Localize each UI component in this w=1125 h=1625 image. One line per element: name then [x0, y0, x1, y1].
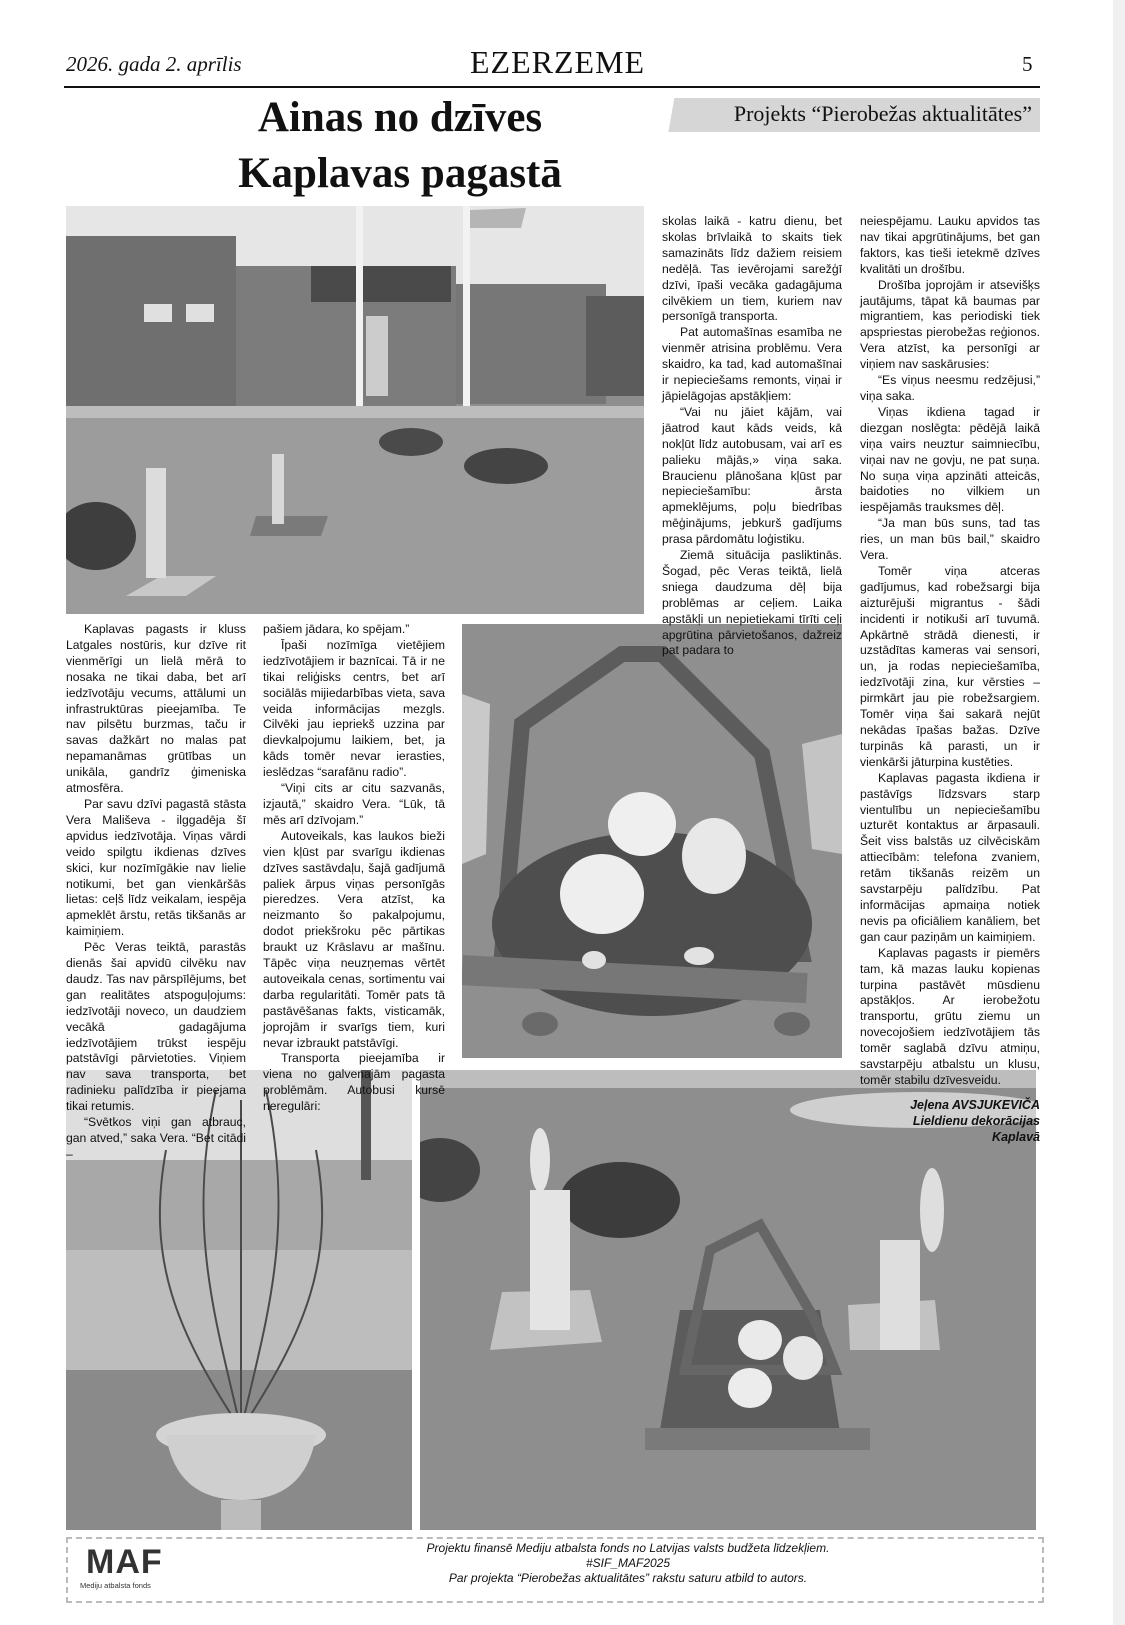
- article-column-4: [860, 214, 1040, 1145]
- maf-logo-subtitle: Mediju atbalsta fonds: [80, 1581, 151, 1590]
- masthead: EZERZEME: [470, 44, 646, 80]
- paragraph: Īpaši nozīmīga vietējiem iedzīvotājiem ir baznīcai. Tā ir ne tikai reliģisks centrs, bet arī sociālās mijiedarbības vieta, sava veida informācijas mezgls. Cilvēki jau iepriekš uzzina par dievkalpojumu laikiem, bet, ja kāds tomēr nevar ierasties, ieslēdzas “sarafānu radio”.: [263, 637, 445, 780]
- paragraph: Tomēr viņa atceras gadījumus, kad robežsargi bija aizturējuši migrantus - šādi incidenti ir notikuši arī tuvumā. Apkārtnē strādā dienesti, ir uzstādītas kameras vai sensori, un, ja rodas nepieciešamība, iedzīvotāji zina, kur vērsties – pirmkārt jau pie robežsargiem. Tomēr viņa šai sakarā nejūt nekādas īpašas bažas. Dzīve turpinās kā parasti, un ir vienkārši jāturpina kustēties.: [860, 563, 1040, 769]
- paragraph: “Viņi cits ar citu sazvanās, izjautā,” skaidro Vera. “Lūk, tā mēs arī dzīvojam.”: [263, 781, 445, 827]
- project-label: Projekts “Pierobežas aktualitātes”: [733, 101, 1032, 126]
- page-edge: [1113, 0, 1125, 1625]
- article-column-1: [66, 622, 246, 1163]
- paragraph: Pat automašīnas esamība ne vienmēr atrisina problēmu. Vera skaidro, ka tad, kad automašīnai ir nepieciešams remonts, viņai ir jāpielāgojas apstākļiem:: [662, 325, 842, 403]
- article-column-3: [662, 214, 842, 659]
- maf-logo: MAF: [86, 1543, 163, 1581]
- funding-line-2: #SIF_MAF2025: [585, 1556, 671, 1570]
- headline-line-1: Ainas no dzīves: [257, 94, 543, 141]
- photo-caption-place: Kaplavā: [992, 1129, 1040, 1144]
- paragraph: “Vai nu jāiet kājām, vai jāatrod kaut kāds veids, kā nokļūt līdz autobusam, vai arī es palieku mājās,» viņa saka. Braucienu plānošana kļūst par nepieciešamību: ārsta apmeklējums, poļu biedrības mēģinājums, jebkurš gadījums prasa pārdomātu loģistiku.: [662, 404, 842, 547]
- funding-line-3: Par projekta “Pierobežas aktualitātes” rakstu saturu atbild to autors.: [448, 1571, 808, 1585]
- paragraph: Pēc Veras teiktā, parastās dienās šai apvidū cilvēku nav daudz. Tas nav pārspīlējums, bet gan realitātes atspoguļojums: iedzīvotāji noveco, un daudziem vecākā gadagājuma iedzīvotājiem trūkst iespēju patstāvīgi pārvietoties. Viņiem nav sava transporta, bet radinieku palīdzība ir pieejama tikai retumis.: [66, 940, 246, 1114]
- paragraph: Viņas ikdiena tagad ir diezgan noslēgta: pēdējā laikā viņa vairs neuztur saimniecību, viņai nav ne govju, ne pat suņa. No suņa viņa apzināti atteicās, baidoties no vilkiem un iespējamās trauksmes dēļ.: [860, 404, 1040, 515]
- funding-line-1: Projektu finansē Mediju atbalsta fonds no Latvijas valsts budžeta līdzekļiem.: [426, 1541, 830, 1555]
- issue-date: 2026. gada 2. aprīlis: [66, 52, 242, 76]
- paragraph: Kaplavas pagasts ir kluss Latgales nostūris, kur dzīve rit vienmērīgi un lielā mērā to nosaka ne tikai daba, bet arī iedzīvotāju vecums, attālumi un infrastruktūras pieejamība. Te nav pilsētu burzmas, taču ir savas dažkārt no malas pat nepamanāmas grūtības un unikāla, gandrīz ģimeniska atmosfēra.: [66, 622, 246, 796]
- paragraph: Kaplavas pagasts ir piemērs tam, kā mazas lauku kopienas turpina pastāvēt mūsdienu apstākļos. Ar ierobežotu transportu, grūtu ziemu un novecojošiem iedzīvotājiem tās tomēr saglabā dzīvu atmiņu, savstarpēju atbalstu un klusu, tomēr stabilu dzīvesveidu.: [860, 945, 1040, 1087]
- paragraph: “Es viņus neesmu redzējusi,” viņa saka.: [860, 373, 1040, 403]
- paragraph: “Ja man būs suns, tad tas ries, un man būs bail,” skaidro Vera.: [860, 516, 1040, 563]
- headline-line-2: Kaplavas pagastā: [238, 150, 562, 197]
- project-banner: [650, 98, 1040, 132]
- funding-note: [268, 1541, 988, 1586]
- article-column-2: [263, 622, 445, 1115]
- paragraph: pašiem jādara, ko spējam.”: [263, 622, 410, 636]
- headline: [120, 90, 680, 202]
- paragraph: Kaplavas pagasta ikdiena ir pastāvīgs līdzsvars starp vientulību un nepieciešamību uzturēt kontaktus ar ārpasauli. Šeit viss balstās uz cilvēciskām attiecībām: telefona zvaniem, retām tikšanās reizēm un savstarpēju palīdzību. Pat informācijas apmaiņa notiek nevis pa oficiāliem kanāliem, bet gan caur paziņām un kaimiņiem.: [860, 770, 1040, 944]
- header-rule: [64, 86, 1040, 88]
- paragraph: Transporta pieejamība ir viena no galvenajām pagasta problēmām. Autobusi kursē neregulāri:: [263, 1051, 445, 1114]
- paragraph: Par savu dzīvi pagastā stāsta Vera Mališeva - ilggadēja šī apvidus iedzīvotāja. Viņas vārdi veido spilgtu ikdienas dzīves skici, kur nozīmīgākie nav lielie notikumi, bet gan vienkāršās lietas: ceļš līdz veikalam, iespēja apmeklēt ārstu, retās tikšanās ar kaimiņiem.: [66, 796, 246, 939]
- paragraph: neiespējamu. Lauku apvidos tas nav tikai apgrūtinājums, bet gan faktors, kas tieši ietekmē dzīves kvalitāti un drošību.: [860, 214, 1040, 276]
- author-name: Jeļena AVSJUKEVIČA: [910, 1097, 1040, 1112]
- paragraph: Autoveikals, kas laukos bieži vien kļūst par svarīgu ikdienas dzīves sastāvdaļu, šajā gadījumā paliek ārpus viņas personīgās pieredzes. Vera atzīst, ka neizmanto šo pakalpojumu, dodot priekšroku pēc pārtikas braukt uz Krāslavu ar mašīnu. Tāpēc viņa neuzņemas vērtēt autoveikala cenas, sortimentu vai darba regularitāti. Tomēr pats tā pastāvēšanas fakts, visticamāk, joprojām ir svarīgs tiem, kuri nevar izbraukt patstāvīgi.: [263, 828, 445, 1050]
- photo-caption: Lieldienu dekorācijas: [912, 1113, 1040, 1128]
- paragraph: Ziemā situācija pasliktinās. Šogad, pēc Veras teiktā, lielā sniega daudzuma dēļ bija problēmas ar ceļiem. Laika apstākļi un nepietiekami tīrīti ceļi apgrūtina pārvietošanos, dažreiz pat padara to: [662, 548, 842, 658]
- paragraph: Drošība joprojām ir atsevišķs jautājums, tāpat kā baumas par migrantiem, kas periodiski tiek apspriestas pierobežas reģionos. Vera atzīst, ka personīgi ar viņiem nav saskārusies:: [860, 277, 1040, 372]
- page-number: 5: [1022, 52, 1033, 76]
- photo-easter-basket: [462, 624, 842, 1058]
- photo-building: [66, 206, 644, 614]
- paragraph: skolas laikā - katru dienu, bet skolas brīvlaikā to skaits tiek samazināts līdz dažiem reisiem nedēļā. Tas ievērojami sarežģī dzīvi, īpaši vecāka gadagājuma cilvēkiem un tiem, kuriem nav personīgā transporta.: [662, 214, 842, 324]
- paragraph: “Svētkos viņi gan atbrauc, gan atved,” saka Vera. “Bet citādi –: [66, 1115, 246, 1161]
- byline: [860, 1097, 1040, 1145]
- funding-footer: [66, 1537, 1044, 1603]
